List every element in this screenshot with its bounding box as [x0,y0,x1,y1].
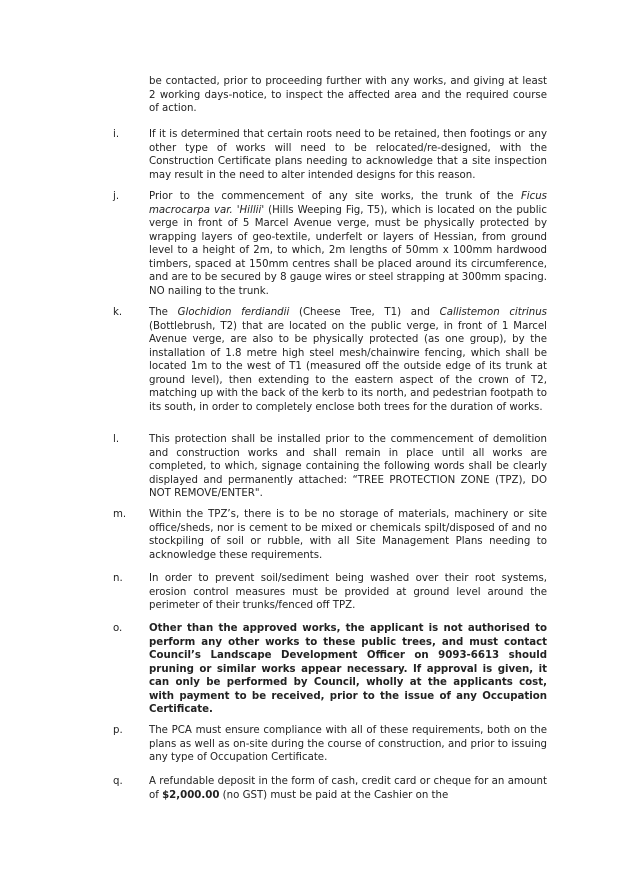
clause-o-text: Other than the approved works, the applicant is not authorised to perform any other works to these public trees, and must contact Council’s Landscape Development Officer on 9093-6613 should pruning or similar works appear necessary. If approval is given, it can only be performed by Council, wholly at the applicants cost, with payment to be received, prior to the issue of any Occupation Certificate. [149,623,547,715]
clause-k-species-name-2: Callistemon citrinus [439,307,547,318]
clause-j-text-part-2: (Hills Weeping Fig, T5), which is located on the public verge in front of 5 Marcel Avenue verge, must be physically protected by wrapping layers of geo-textile, underfelt or layers of Hessian, from ground level to a height of 2m, to which, 2m lengths of 50mm x 100mm hardwood timbers, spaced at 150mm centres shall be placed around its circumference, and are to be secured by 8 gauge wires or steel strapping at 300mm spacing. NO nailing to the trunk. [149,204,547,297]
clause-k-letter: k. [113,307,123,318]
clause-j-letter: j. [113,191,120,202]
clause-j-text [149,190,547,298]
clause-j-text-part-1: Prior to the commencement of any site works, the trunk of the [149,191,521,202]
clause-p-text: The PCA must ensure compliance with all of these requirements, both on the plans as well as on-site during the course of construction, and prior to issuing any type of Occupation Certificate. [149,725,547,763]
clause-k-text-part-2: (Cheese Tree, T1) and [289,307,440,318]
clause-l-letter: l. [113,434,120,445]
clause-n-text: In order to prevent soil/sediment being washed over their root systems, erosion control measures must be provided at ground level around the perimeter of their trunks/fenced off TPZ. [149,573,547,611]
clause-o-letter: o. [113,623,123,634]
clause-l-text: This protection shall be installed prior to the commencement of demolition and construction works and shall remain in place until all works are completed, to which, signage containing the following words shall be clearly displayed and permanently attached: “TREE PROTECTION ZONE (TPZ), DO NOT REMOVE/ENTER". [149,434,547,499]
clause-q-text [149,775,547,802]
clause-m-text: Within the TPZ’s, there is to be no storage of materials, machinery or site office/sheds, nor is cement to be mixed or chemicals spilt/disposed of and no stockpiling of soil or rubble, with all Site Management Plans needing to acknowledge these requirements. [149,509,547,561]
clause-k-text-part-3: (Bottlebrush, T2) that are located on the public verge, in front of 1 Marcel Avenue verge, are also to be physically protected (as one group), by the installation of 1.8 metre high steel mesh/chainwire fencing, which shall be located 1m to the west of T1 (measured off the outside edge of its trunk at ground level), then extending to the eastern aspect of the crown of T2, matching up with the back of the kerb to its north, and pedestrian footpath to its south, in order to completely enclose both trees for the duration of works. [149,320,547,413]
clause-i-letter: i. [113,129,120,140]
clause-q-letter: q. [113,776,123,787]
clause-q-text-part-2: (no GST) must be paid at the Cashier on the [219,789,449,801]
clause-n-letter: n. [113,573,123,584]
clause-k-text-part-1: The [149,307,178,318]
clause-q-deposit-amount: $2,000.00 [162,789,220,801]
clause-j-species-name: Ficus macrocarpa var. 'Hillii' [149,191,547,216]
intro-continuation-paragraph: be contacted, prior to proceeding further with any works, and giving at least 2 working days-notice, to inspect the affected area and the required course of action. [149,76,547,114]
clause-k-text [149,306,547,414]
clause-i-text: If it is determined that certain roots need to be retained, then footings or any other type of works will need to be relocated/re-designed, with the Construction Certificate plans needing to acknowledge that a site inspection may result in the need to alter intended designs for this reason. [149,129,547,181]
clause-p-letter: p. [113,725,123,736]
clause-q-text-part-1: A refundable deposit in the form of cash, credit card or cheque for an amount of [149,776,547,801]
clause-k-species-name-1: Glochidion ferdiandii [177,307,290,318]
clause-m-letter: m. [113,509,127,520]
